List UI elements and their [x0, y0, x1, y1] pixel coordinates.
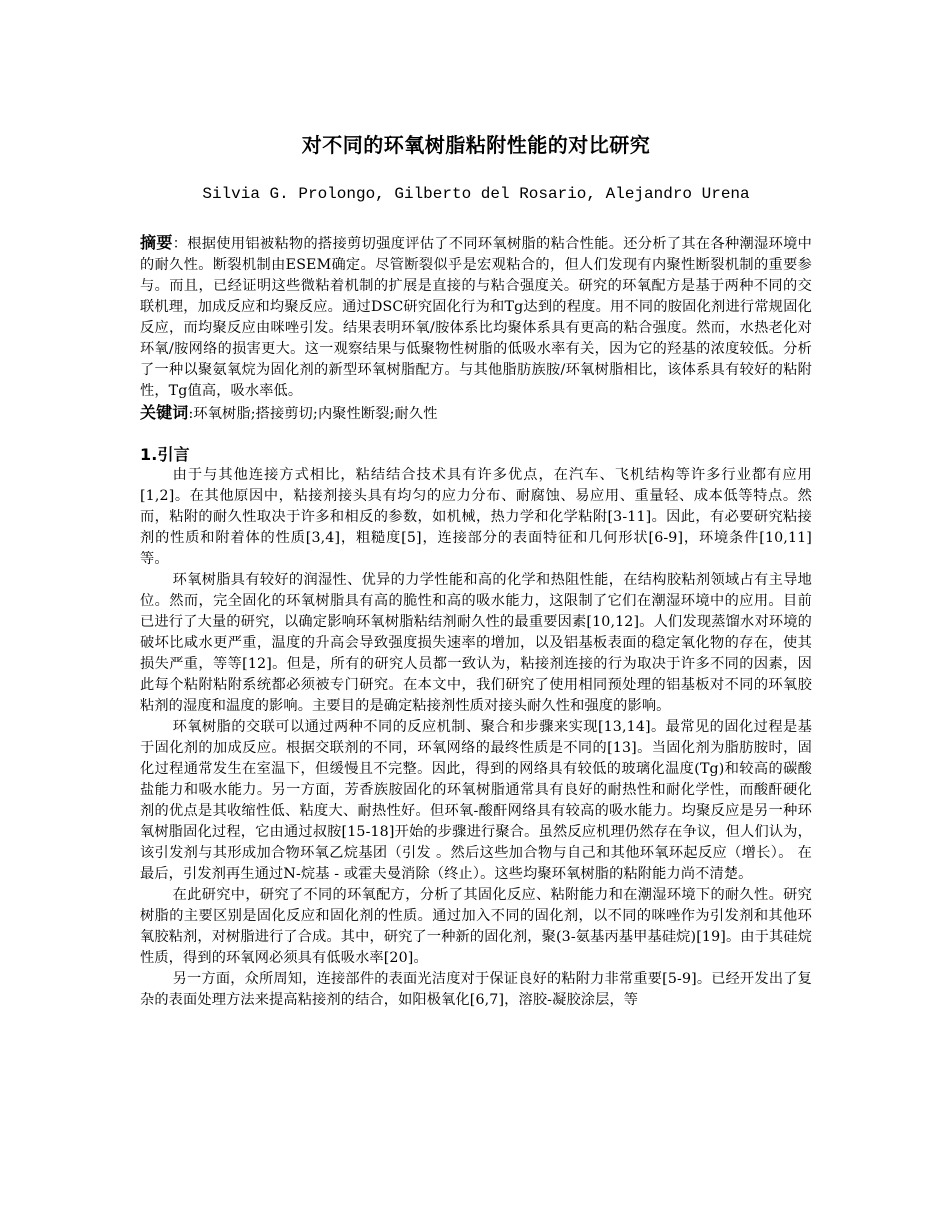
abstract-label: 摘要	[140, 233, 173, 252]
paper-body	[140, 232, 812, 1011]
body-paragraph: 另一方面，众所周知，连接部件的表面光洁度对于保证良好的粘附力非常重要[5-9]。已经开发出了复杂的表面处理方法来提高粘接剂的结合，如阳极氧化[6,7]，溶胶-凝胶涂层，等	[140, 971, 812, 1008]
body-paragraph: 由于与其他连接方式相比，粘结结合技术具有许多优点，在汽车、飞机结构等许多行业都有应用[1,2]。在其他原因中，粘接剂接头具有均匀的应力分布、耐腐蚀、易应用、重量轻、成本低等特点。然而，粘附的耐久性取决于许多和相反的参数，如机械，热力学和化学粘附[3-11]。因此，有必要研究粘接剂的性质和附着体的性质[3,4]，粗糙度[5]，连接部分的表面特征和几何形状[6-9]，环境条件[10,11]等。	[140, 467, 812, 567]
paper-authors: Silvia G. Prolongo, Gilberto del Rosario, Alejandro Urena	[202, 185, 750, 203]
keywords-paragraph	[140, 402, 812, 425]
abstract-text: ：根据使用铝被粘物的搭接剪切强度评估了不同环氧树脂的粘合性能。还分析了其在各种潮湿环境中的耐久性。断裂机制由ESEM确定。尽管断裂似乎是宏观粘合的，但人们发现有内聚性断裂机制的重要参与。而且，已经证明这些微粘着机制的扩展是直接的与粘合强度关。研究的环氧配方是基于两种不同的交联机理，加成反应和均聚反应。通过DSC研究固化行为和Tg达到的程度。用不同的胺固化剂进行常规固化反应，而均聚反应由咪唑引发。结果表明环氧/胺体系比均聚体系具有更高的粘合强度。然而，水热老化对环氧/胺网络的损害更大。这一观察结果与低聚物性树脂的低吸水率有关，因为它的羟基的浓度较低。分析了一种以聚氨氧烷为固化剂的新型环氧树脂配方。与其他脂肪族胺/环氧树脂相比，该体系具有较好的粘附性，Tg值高，吸水率低。	[140, 236, 812, 399]
keywords-label: 关键词	[140, 403, 189, 422]
paper-title: 对不同的环氧树脂粘附性能的对比研究	[301, 133, 651, 157]
body-paragraph: 环氧树脂具有较好的润湿性、优异的力学性能和高的化学和热阻性能，在结构胶粘剂领域占有主导地位。然而，完全固化的环氧树脂具有高的脆性和高的吸水能力，这限制了它们在潮湿环境中的应用。目前已进行了大量的研究，以确定影响环氧树脂粘结剂耐久性的最重要因素[10,12]。人们发现蒸馏水对环境的破坏比咸水更严重，温度的升高会导致强度损失速率的增加，以及铝基板表面的稳定氧化物的存在，使其损失严重，等等[12]。但是，所有的研究人员都一致认为，粘接剂连接的行为取决于许多不同的因素，因此每个粘附粘附系统都必须被专门研究。在本文中，我们研究了使用相同预处理的铝基板对不同的环氧胶粘剂的湿度和温度的影响。主要目的是确定粘接剂性质对接头耐久性和强度的影响。	[140, 572, 812, 714]
body-paragraph: 环氧树脂的交联可以通过两种不同的反应机制、聚合和步骤来实现[13,14]。最常见的固化过程是基于固化剂的加成反应。根据交联剂的不同，环氧网络的最终性质是不同的[13]。当固化剂为脂肪胺时，固化过程通常发生在室温下，但缓慢且不完整。因此，得到的网络具有较低的玻璃化温度(Tg)和较高的碳酸盐能力和吸水能力。另一方面，芳香族胺固化的环氧树脂通常具有良好的耐热性和耐化学性，而酸酐硬化剂的优点是其收缩性低、粘度大、耐热性好。但环氧-酸酐网络具有较高的吸水能力。均聚反应是另一种环氧树脂固化过程，它由通过叔胺[15-18]开始的步骤进行聚合。虽然反应机理仍然存在争议，但人们认为，该引发剂与其形成加合物环氧乙烷基团（引发 。然后这些加合物与自己和其他环氧环起反应（增长）。 在最后，引发剂再生通过N-烷基 - 或霍夫曼消除（终止）。这些均聚环氧树脂的粘附能力尚不清楚。	[140, 719, 812, 882]
section-heading-introduction: 1.引言	[140, 445, 190, 464]
abstract-paragraph	[140, 232, 812, 402]
body-paragraph: 在此研究中，研究了不同的环氧配方，分析了其固化反应、粘附能力和在潮湿环境下的耐久性。研究树脂的主要区别是固化反应和固化剂的性质。通过加入不同的固化剂，以不同的咪唑作为引发剂和其他环氧胶粘剂，对树脂进行了合成。其中，研究了一种新的固化剂，聚(3-氨基丙基甲基硅烷)[19]。由于其硅烷性质，得到的环氧网必须具有低吸水率[20]。	[140, 887, 812, 966]
keywords-text: :环氧树脂;搭接剪切;内聚性断裂;耐久性	[188, 406, 438, 422]
